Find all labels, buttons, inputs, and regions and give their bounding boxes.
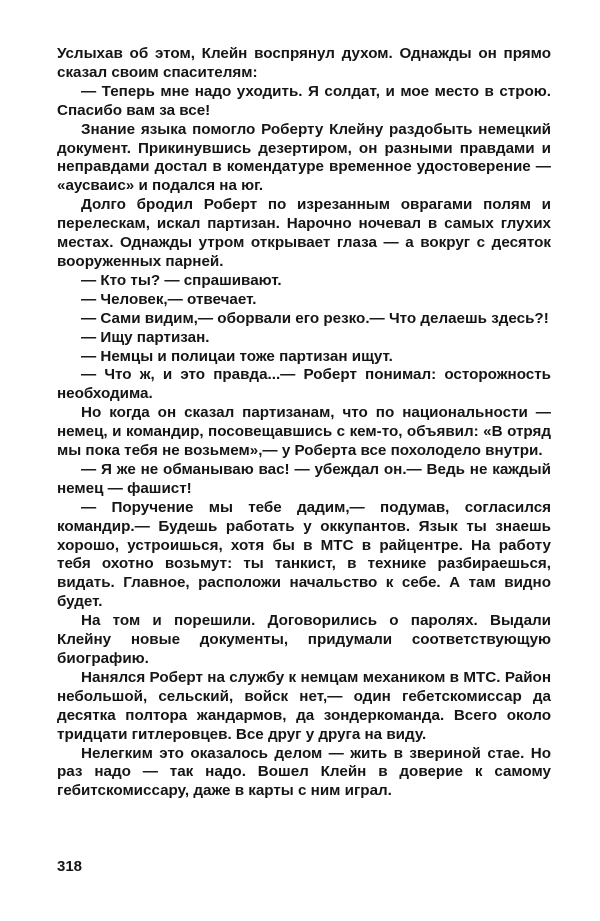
paragraph: Услыхав об этом, Клейн воспрянул духом. Однажды он прямо сказал своим спасителям: <box>57 45 551 81</box>
paragraph: — Ищу партизан. <box>81 328 210 346</box>
paragraph: — Что ж, и это правда...— Роберт понимал: осторожность необходима. <box>57 366 551 403</box>
paragraph: — Сами видим,— оборвали его резко.— Что делаешь здесь?! <box>81 309 549 327</box>
paragraph: — Кто ты? — спрашивают. <box>81 271 282 289</box>
paragraph: На том и порешили. Договорились о паролях. Выдали Клейну новые документы, придумали соответствующую биографию. <box>57 612 551 667</box>
paragraph: Нанялся Роберт на службу к немцам механиком в МТС. Район небольшой, сельский, войск нет,— один гебетскомиссар да десятка полтора жандармов, да зондеркоманда. Всего около тридцати гитлеровцев. Все друг у друга на виду. <box>57 668 551 743</box>
paragraph: Нелегким это оказалось делом — жить в звериной стае. Но раз надо — так надо. Вошел Клейн в доверие к самому гебитскомиссару, даже в карты с ним играл. <box>57 744 551 800</box>
paragraph: — Теперь мне надо уходить. Я солдат, и мое место в строю. Спасибо вам за все! <box>57 82 551 119</box>
page-body <box>57 45 551 801</box>
page-number: 318 <box>57 858 83 875</box>
paragraph: — Человек,— отвечает. <box>81 290 257 308</box>
paragraph: — Я же не обманываю вас! — убеждал он.— Ведь не каждый немец — фашист! <box>57 460 551 497</box>
paragraph: Знание языка помогло Роберту Клейну раздобыть немецкий документ. Прикинувшись дезертиром, он разными правдами и неправдами достал в комендатуре временное удостоверение — «аусваис» и подался на юг. <box>57 120 551 195</box>
paragraph: Долго бродил Роберт по изрезанным оврагами полям и перелескам, искал партизан. Нарочно ночевал в самых глухих местах. Однажды утром открывает глаза — а вокруг с десяток вооруженных парней. <box>57 196 551 270</box>
paragraph: Но когда он сказал партизанам, что по национальности — немец, и командир, посовещавшись с кем-то, объявил: «В отряд мы пока тебя не возьмем»,— у Роберта все похолодело внутри. <box>57 404 551 460</box>
paragraph: — Немцы и полицаи тоже партизан ищут. <box>81 347 393 365</box>
paragraph: — Поручение мы тебе дадим,— подумав, согласился командир.— Будешь работать у оккупантов. Язык ты знаешь хорошо, устроишься, хотя бы в МТС в райцентре. На работу тебя охотно возьмут: ты танкист, в технике разбираешься, видать. Главное, расположи начальство к себе. А там видно будет. <box>57 498 551 611</box>
